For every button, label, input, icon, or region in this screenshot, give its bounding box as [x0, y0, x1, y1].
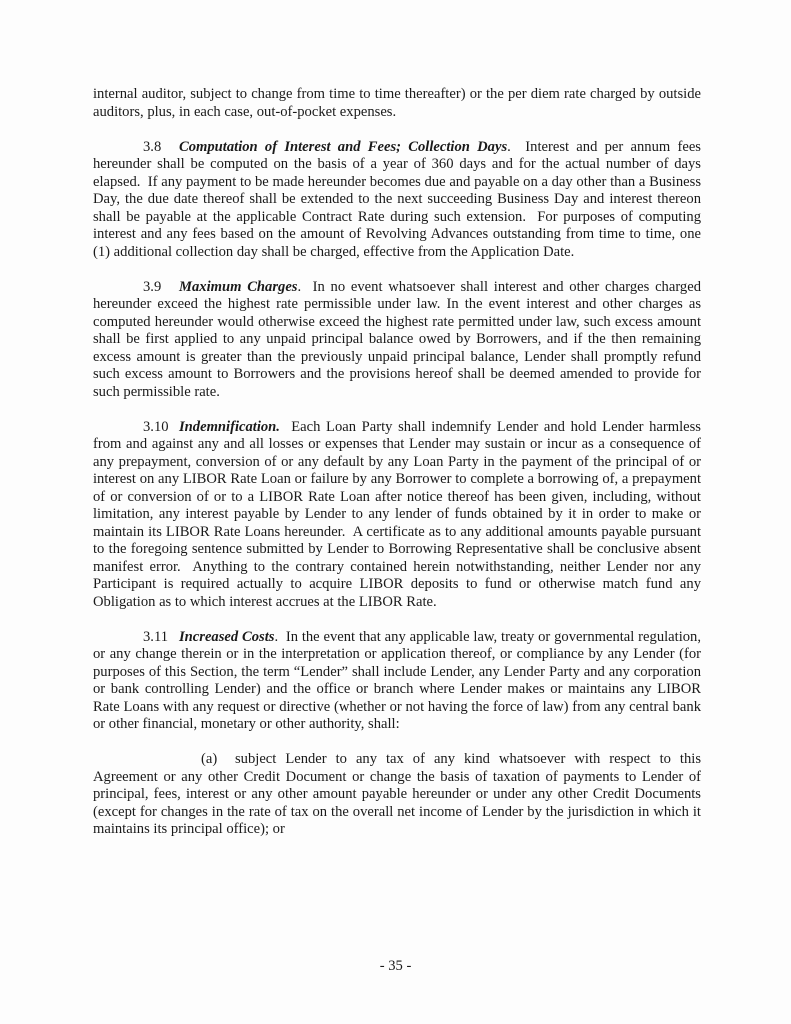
section-number: 3.11: [143, 628, 168, 645]
section-body: Interest and per annum fees hereunder shall be computed on the basis of a year of 360 days and for the actual number of days elapsed. If any payment to be made hereunder becomes due and payable on a day other than a Business Day, the due date thereof shall be extended to the next succeeding Business Day and interest thereon shall be payable at the applicable Contract Rate during such extension. For purposes of computing interest and any fees based on the amount of Revolving Advances outstanding from time to time, one (1) additional collection day shall be charged, effective from the Application Date.: [93, 138, 705, 260]
subsection-a: [93, 751, 701, 839]
heading-punct: .: [507, 138, 511, 155]
heading-punct: .: [297, 278, 302, 295]
section-body: In no event whatsoever shall interest and other charges charged hereunder exceed the highest rate permissible under law. In the event interest and other charges as computed hereunder would otherwise exceed the highest rate permitted under law, such excess amount shall be first applied to any unpaid principal balance owed by Borrowers, and if the then remaining excess amount is greater than the previously unpaid principal balance, Lender shall promptly refund such excess amount to Borrowers and the provisions hereof shall be deemed amended to provide for such permissible rate.: [93, 278, 705, 400]
section-heading: Increased Costs: [179, 628, 275, 645]
section-heading: Maximum Charges: [179, 278, 298, 295]
section-3-8: [93, 138, 705, 262]
section-heading: Computation of Interest and Fees; Collection Days: [179, 138, 508, 155]
section-3-10: [93, 418, 705, 612]
page-number: - 35 -: [379, 958, 412, 974]
heading-punct: .: [274, 628, 279, 645]
section-body: Each Loan Party shall indemnify Lender and hold Lender harmless from and against any and all losses or expenses that Lender may sustain or incur as a consequence of any prepayment, conversion of or any default by any Loan Party in the payment of the principal of or interest on any LIBOR Rate Loan or failure by any Borrower to complete a borrowing of, a prepayment of or conversion of or to a LIBOR Rate Loan after notice thereof has been given, including, without limitation, any interest payable by Lender to any lender of funds obtained by it in order to make or maintain its LIBOR Rate Loans hereunder. A certificate as to any additional amounts payable pursuant to the foregoing sentence submitted by Lender to Borrowing Representative shall be conclusive absent manifest error. Anything to the contrary contained herein notwithstanding, neither Lender nor any Participant is required actually to acquire LIBOR deposits to fund or otherwise match fund any Obligation as to which interest accrues at the LIBOR Rate.: [93, 418, 705, 610]
continuation-paragraph: internal auditor, subject to change from time to time thereafter) or the per diem rate charged by outside auditors, plus, in each case, out-of-pocket expenses.: [93, 86, 701, 120]
section-body: In the event that any applicable law, treaty or governmental regulation, or any change therein or in the interpretation or application thereof, or compliance by any Lender (for purposes of this Section, the term “Lender” shall include Lender, any Lender Party and any corporation or bank controlling Lender) and the office or branch where Lender makes or maintains any LIBOR Rate Loans with any request or directive (whether or not having the force of law) from any central bank or other financial, monetary or other authority, shall:: [93, 628, 705, 732]
section-heading: Indemnification.: [179, 418, 280, 435]
section-number: 3.8: [143, 138, 162, 155]
subsection-body: subject Lender to any tax of any kind whatsoever with respect to this Agreement or any other Credit Document or change the basis of taxation of payments to Lender of principal, fees, interest or any other amount payable hereunder or under any other Credit Documents (except for changes in the rate of tax on the overall net income of Lender by the jurisdiction in which it maintains its principal office); or: [93, 751, 701, 837]
section-number: 3.10: [143, 418, 169, 435]
section-3-9: [93, 278, 705, 402]
section-3-11: [93, 628, 705, 734]
document-page: [93, 86, 705, 856]
section-number: 3.9: [143, 278, 162, 295]
subsection-label: (a): [201, 751, 218, 767]
